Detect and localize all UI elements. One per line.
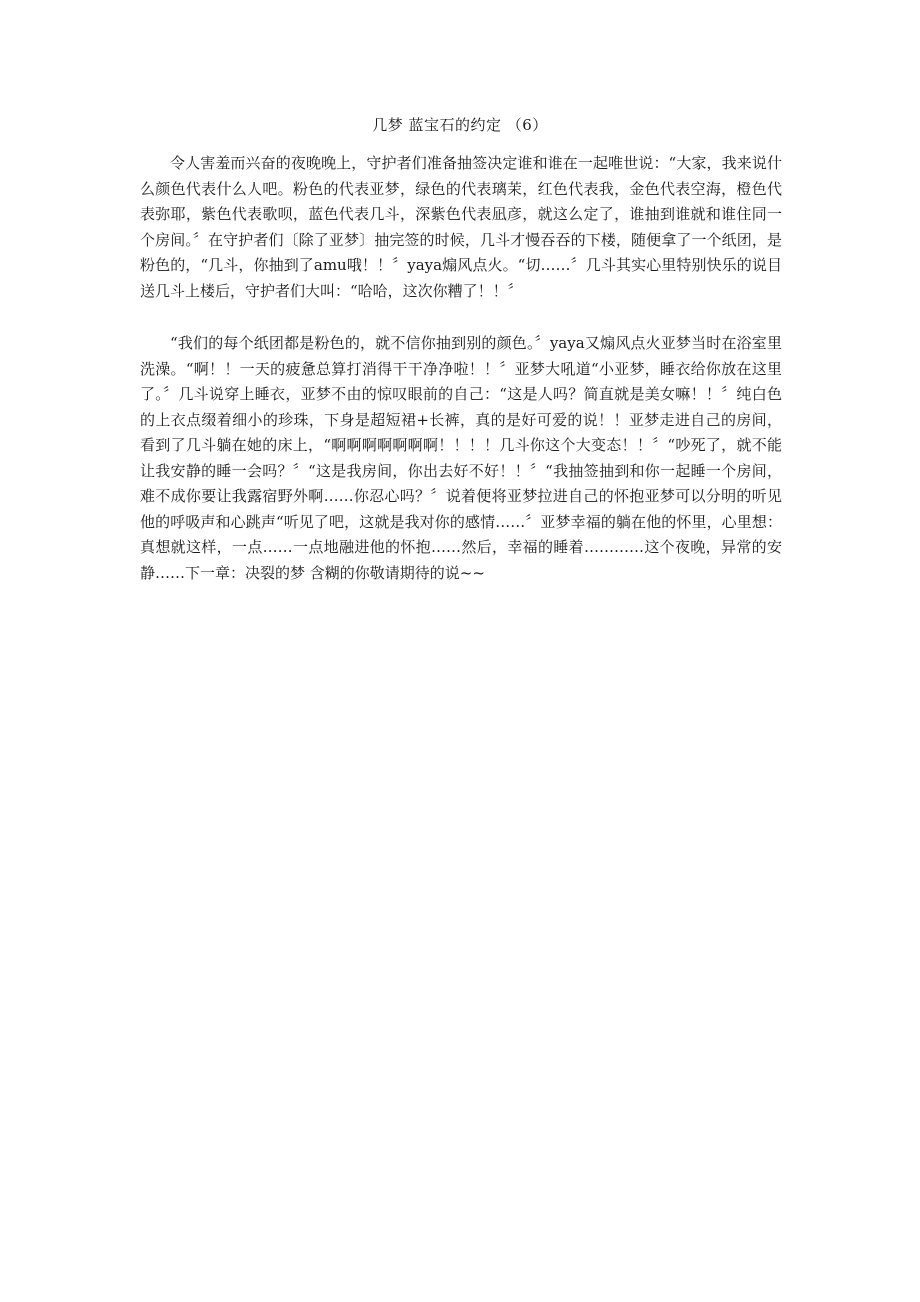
document-title: 几梦 蓝宝石的约定 （6） xyxy=(372,116,548,134)
paragraph-1: 令人害羞而兴奋的夜晚晚上，守护者们准备抽签决定谁和谁在一起唯世说：“大家，我来说什么颜色代表什么人吧。粉色的代表亚梦，绿色的代表璃茉，红色代表我，金色代表空海，橙色代表弥耶，紫色代表歌呗，蓝色代表几斗，深紫色代表凪彦，就这么定了，谁抽到谁就和谁住同一个房间。〞在守护者们〔除了亚梦〕抽完签的时候，几斗才慢吞吞的下楼，随便拿了一个纸团，是粉色的，“几斗，你抽到了amu哦！！〞yaya煽风点火。“切……〞几斗其实心里特别快乐的说目送几斗上楼后，守护者们大叫：“哈哈，这次你糟了！！〞 xyxy=(140,154,782,300)
paragraph-2: “我们的每个纸团都是粉色的，就不信你抽到别的颜色。〞yaya又煽风点火亚梦当时在浴室里洗澡。“啊！！一天的疲惫总算打消得干干净净啦！！〞亚梦大吼道“小亚梦，睡衣给你放在这里了。〞几斗说穿上睡衣，亚梦不由的惊叹眼前的自己：“这是人吗？简直就是美女嘛！！〞纯白色的上衣点缀着细小的珍珠，下身是超短裙+长裤，真的是好可爱的说！！亚梦走进自己的房间，看到了几斗躺在她的床上，“啊啊啊啊啊啊啊！！！！几斗你这个大变态！！〞“吵死了，就不能让我安静的睡一会吗？〞“这是我房间，你出去好不好！！〞“我抽签抽到和你一起睡一个房间，难不成你要让我露宿野外啊……你忍心吗？〞说着便将亚梦拉进自己的怀抱亚梦可以分明的听见他的呼吸声和心跳声“听见了吧，这就是我对你的感情……〞亚梦幸福的躺在他的怀里，心里想：真想就这样，一点……一点地融进他的怀抱……然后，幸福的睡着…………这个夜晚，异常的安静……下一章：决裂的梦 含糊的你敬请期待的说~~ xyxy=(140,334,782,582)
